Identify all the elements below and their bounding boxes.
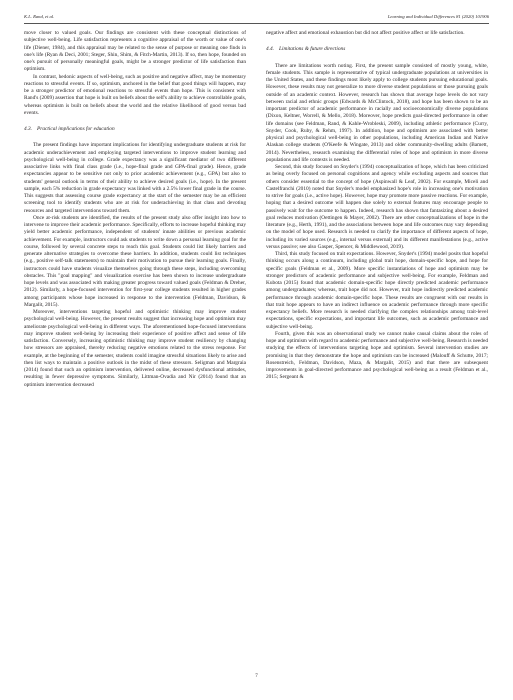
header-authors: K.L. Rand, et al. bbox=[24, 14, 55, 19]
page-number: 7 bbox=[255, 674, 258, 679]
section-number: 4.4. bbox=[266, 46, 275, 53]
section-number: 4.3. bbox=[24, 126, 33, 132]
paragraph: move closer to valued goals. Our findings are consistent with these conceptual distinctions of subjective well-being. Life satisfaction represents a cognitive appraisal of the worth or value of one's life (Diener, 1984), and this appraisal may be related to the sense of purpose or meaning one finds in one's life (Ryan & Deci, 2001; Steger, Shin, Shim, & Fitch-Martin, 2013). If so, then hope, founded on one's pursuit of personally meaningful goals, might be a stronger predictor of life satisfaction than optimism. bbox=[24, 30, 246, 73]
paragraph: Second, this study focused on Snyder's (1994) conceptualization of hope, which has been criticized as being overly focused on personal cognitions and agency while excluding aspects and sources that others consider essential to the concept of hope (Aspinwall & Leaf, 2002). For example, Miceli and Castelfranchi (2010) noted that Snyder's model emphasized hope's role in increasing one's motivation to strive for goals (i.e., active hope). However, hope may promote more passive reactions. For example, hoping that a desired outcome will happen due solely to external features may encourage people to passively wait for the outcome to happen. Indeed, research has shown that fantasizing about a desired goal reduces motivation (Oettingen & Mayer, 2002). There are other conceptualizations of hope in the literature (e.g., Herth, 1991), and the associations between hope and life outcomes may vary depending on the model of hope used. Research is needed to clarify the importance of different aspects of hope, including its varied sources (e.g., internal versus external) and its different manifestations (e.g., active versus passive; see also Gasper, Spencer, & Middlewood, 2019). bbox=[266, 164, 488, 250]
paragraph: Third, this study focused on trait expectations. However, Snyder's (1994) model posits that hopeful thinking occurs along a continuum, including global trait hope, domain-specific hope, and hope for specific goals (Feldman et al., 2009). More specific instantiations of hope and optimism may be stronger predictors of academic performance and subjective well-being. For example, Feldman and Kubota (2015) found that academic domain-specific hope directly predicted academic performance among undergraduates; whereas, trait hope did not. However, trait hope indirectly predicted academic performance through academic domain-specific hope. These results are congruent with our results in that trait hope appears to have an indirect influence on academic performance through more specific expectancy beliefs. More research is needed clarifying the complex relationships among trait-level expectations, specific expectations, and important life outcomes, such as academic performance and subjective well-being. bbox=[266, 251, 488, 330]
section-title: Limitations & future directions bbox=[279, 46, 346, 53]
left-column bbox=[24, 30, 246, 670]
paragraph: In contrast, hedonic aspects of well-being, such as positive and negative affect, may be momentary reactions to stressful events. If so, optimism, anchored in the belief that good things will happen, may be a stronger predictor of emotional reactions to stressful events than hope. This is consistent with Rand's (2009) assertion that hope is built on beliefs about the self's ability to achieve controllable goals, whereas optimism is built on beliefs about the world and the relative likelihood of good versus bad events. bbox=[24, 73, 246, 116]
paragraph: The present findings have important implications for identifying undergraduate students at risk for academic underachievement and employing targeted interventions to improve student learning and psychological well-being in college. Grade expectancy was a significant mediator of two different associative links with final class grade (i.e., hope-final grade and GPA-final grade). Hence, grade expectancies appear to be sensitive not only to prior academic achievement (e.g., GPA) but also to students' general outlook in terms of their ability to achieve desired goals (i.e., hope). In the present sample, each 5% reduction in grade expectancy was linked with a 2.5% lower final grade in the course. This suggests that assessing course grade expectancy at the start of the semester may be an efficient screening tool to identify students who are at risk for underachieving in that class and devoting resources and targeted interventions toward them. bbox=[24, 142, 246, 214]
paragraph: There are limitations worth noting. First, the present sample consisted of mostly young, white, female students. This sample is representative of typical undergraduate populations at universities in the United States, and these findings most likely apply to college students pursuing educational goals. However, these results may not generalize to more diverse student populations or those pursuing goals outside of an academic context. However, research has shown that average hope levels do not vary between racial and ethnic groups (Edwards & McClintock, 2018), and hope has been shown to be an important predictor of academic performance in racially and socioeconomically diverse populations (Dixon, Keltner, Worrell, & Mello, 2018). Moreover, hope predicts goal-directed performance in other life domains (see Feldman, Rand, & Kahle-Wrobleski, 2009), including athletic performance (Curry, Snyder, Cook, Ruby, & Rehm, 1997). In addition, hope and optimism are associated with better physical and psychological well-being in other populations, including American Indian and Native Alaskan college students (O'Keefe & Wingate, 2013) and older community-dwelling adults (Bamett, 2014). Nevertheless, research examining the differential roles of hope and optimism in more diverse populations and life contexts is needed. bbox=[266, 62, 488, 163]
header-journal: Learning and Individual Differences 81 (2020) 101906 bbox=[387, 14, 489, 19]
paragraph: Fourth, given this was an observational study we cannot make causal claims about the roles of hope and optimism with regard to academic performance and subjective well-being. Research is needed studying the effects of interventions targeting hope and optimism. Several intervention studies are promising in that they demonstrate the hope and optimism can be increased (Malouff & Schutte, 2017; Rosenstreich, Feldman, Davidson, Maza, & Margalit, 2015) and that there are subsequent improvements in goal-directed performance and psychological well-being as a result (Feldman et al., 2015; Sergeant & bbox=[266, 330, 488, 381]
paragraph: negative affect and emotional exhaustion but did not affect positive affect or life satisfaction. bbox=[266, 30, 465, 36]
section-heading bbox=[24, 126, 246, 133]
section-heading bbox=[266, 46, 488, 53]
paragraph: Moreover, interventions targeting hopeful and optimistic thinking may improve student psychological well-being. However, the present results suggest that increasing hope and optimism may ameliorate psychological well-being in different ways. The aforementioned hope-focused interventions may improve student well-being by increasing their experience of positive affect and sense of life satisfaction. Conversely, increasing optimistic thinking may improve student resiliency by changing how stressors are appraised, thereby reducing negative emotions related to the stress response. For example, at the beginning of the semester, students could imagine stressful situations likely to arise and then list ways to maintain a positive outlook in the midst of these stressors. Seligman and Margraia (2014) found that such an optimism intervention, delivered online, decreased dysfunctional attitudes, resulting in fewer depressive symptoms. Similarly, Littman-Ovadia and Nir (2014) found that an optimism intervention decreased bbox=[24, 309, 246, 388]
paragraph: Once at-risk students are identified, the results of the present study also offer insight into how to intervene to improve their academic performance. Specifically, efforts to increase hopeful thinking may yield better academic performance, independent of students' innate abilities or previous academic achievement. For example, instructors could ask students to write down a personal learning goal for the course, followed by several concrete steps to reach this goal. Students could list likely barriers and generate alternative strategies to overcome these barriers. In addition, students could list techniques (e.g., positive self-talk statements) to maintain their motivation to pursue their learning goals. Finally, instructors could have students visualize themselves going through these steps, including overcoming obstacles. This "goal mapping" and visualization exercise has been shown to increase undergraduate hope levels and was associated with making greater progress toward valued goals (Feldman & Dreher, 2012). Similarly, a hope-focused intervention for first-year college students resulted in higher grades among participants whose hope increased in response to the intervention (Feldman, Davidson, & Margalit, 2015). bbox=[24, 214, 246, 308]
running-header bbox=[24, 14, 489, 24]
header-rule bbox=[24, 23, 489, 24]
section-title: Practical implications for education bbox=[37, 126, 115, 132]
right-column bbox=[266, 30, 488, 670]
